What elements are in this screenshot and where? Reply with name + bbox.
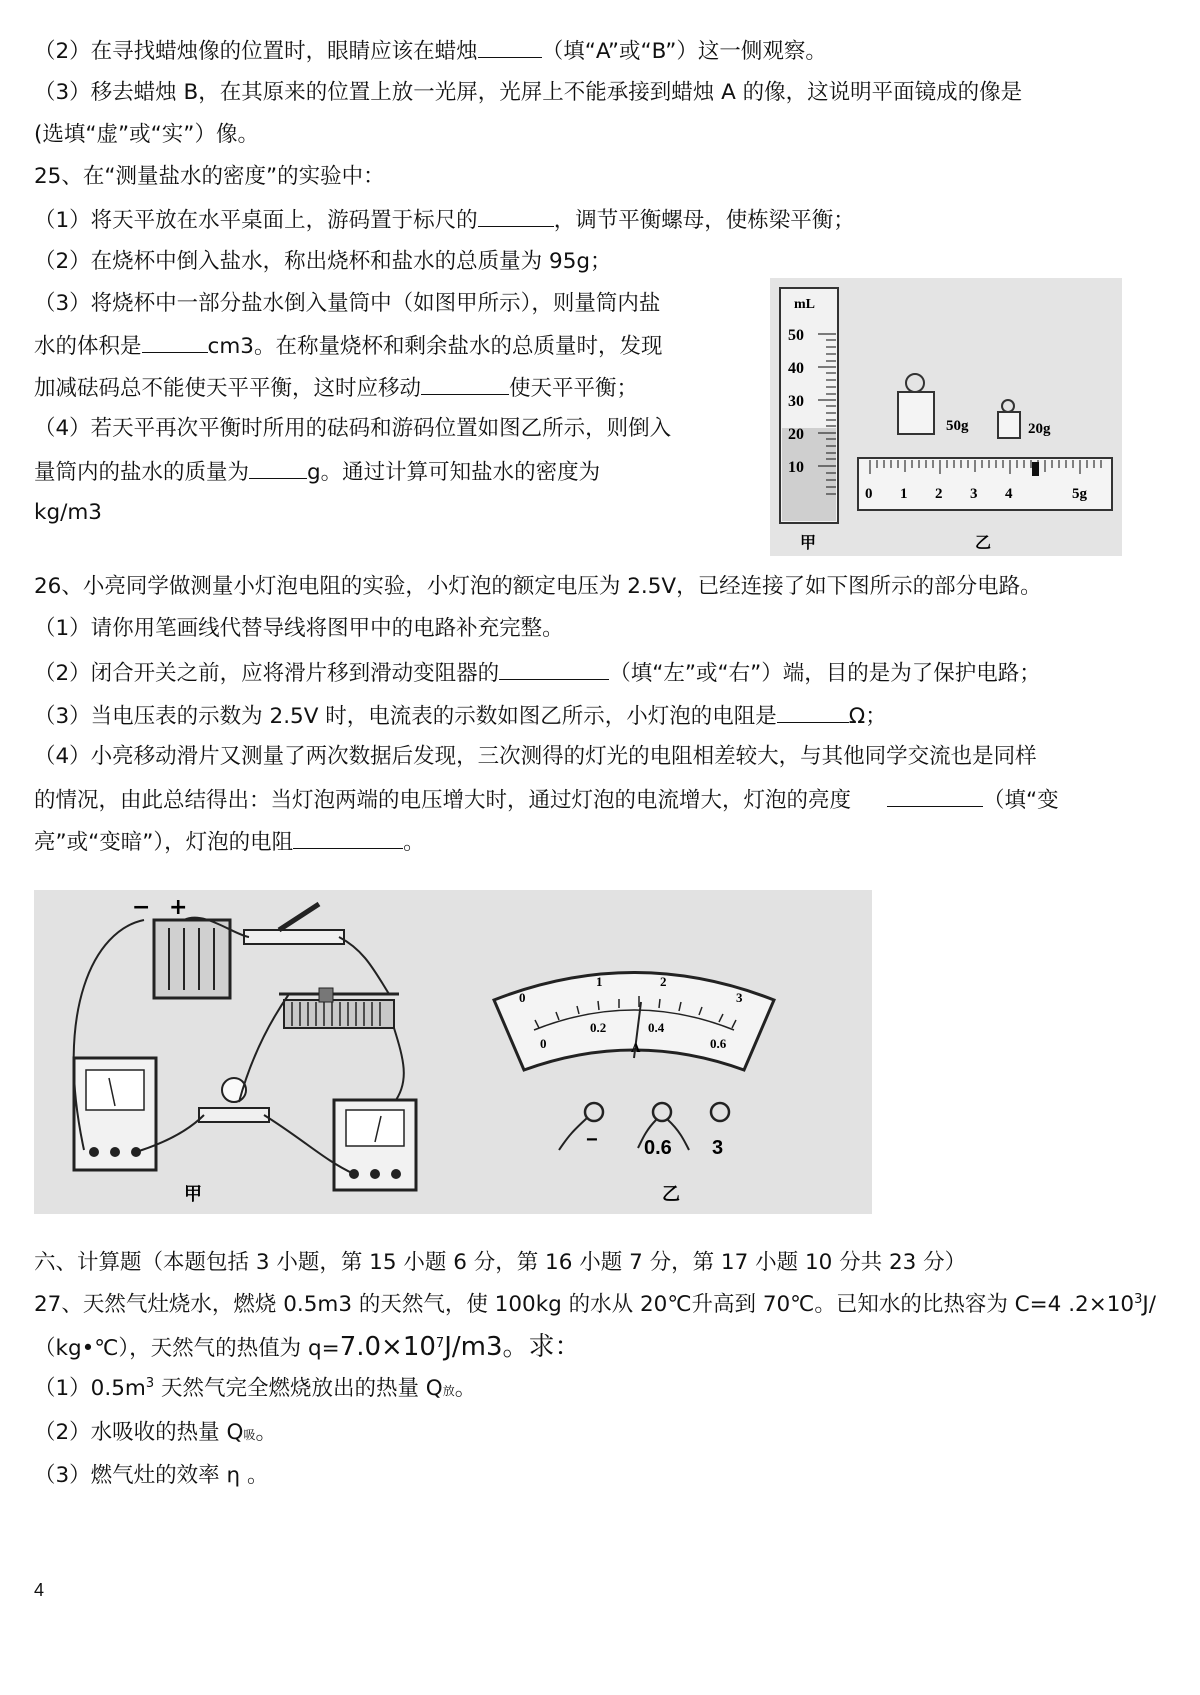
- weight-20g: [998, 412, 1020, 438]
- q24-part3-cont: (选填“虚”或“实”）像。: [34, 122, 259, 147]
- answer-blank[interactable]: [249, 456, 307, 479]
- cyl-tick-label: 30: [788, 393, 804, 410]
- terminal-label: −: [586, 1129, 598, 1151]
- terminal: [89, 1147, 99, 1157]
- cyl-tick-label: 40: [788, 360, 804, 377]
- answer-blank[interactable]: [499, 657, 609, 680]
- cylinder-unit: mL: [794, 297, 815, 312]
- answer-blank[interactable]: [777, 700, 849, 723]
- section6-title: 六、计算题（本题包括 3 小题，第 15 小题 6 分，第 16 小题 7 分，第 17 小题 10 分共 23 分）: [34, 1250, 967, 1275]
- answer-blank[interactable]: [478, 204, 554, 227]
- q26-part2: （2）闭合开关之前，应将滑片移到滑动变阻器的 （填“左”或“右”）端，目的是为了保护电路；: [34, 657, 1041, 689]
- q26-part4b: 的情况，由此总结得出：当灯泡两端的电压增大时，通过灯泡的电流增大，灯泡的亮度 （填“变: [34, 784, 1059, 816]
- answer-blank[interactable]: [421, 372, 509, 395]
- dial-bottom-label: 0.4: [648, 1020, 665, 1035]
- answer-blank[interactable]: [887, 784, 983, 807]
- answer-blank[interactable]: [293, 826, 403, 849]
- page-number: 4: [34, 1580, 45, 1600]
- dial-bottom-label: 0.2: [590, 1020, 607, 1035]
- figure-cylinder-balance: [770, 278, 1122, 556]
- cyl-tick-label: 10: [788, 459, 804, 476]
- figure-circuit-svg: [34, 890, 872, 1214]
- q24-part3: （3）移去蜡烛 B，在其原来的位置上放一光屏，光屏上不能承接到蜡烛 A 的像，这说明平面镜成的像是: [34, 80, 1023, 105]
- terminal: [110, 1147, 120, 1157]
- q27-line1: 27、天然气灶烧水，燃烧 0.5m3 的天然气，使 100kg 的水从 20℃升高到 70℃。已知水的比热容为 C=4 $.2\times 10^3J/$: [34, 1291, 1156, 1317]
- weight-50g: [898, 392, 934, 434]
- scale-label: 5g: [1072, 486, 1087, 502]
- switch-base: [244, 930, 344, 944]
- terminal-label: 0.6: [644, 1137, 672, 1159]
- label-jia: 甲: [184, 1184, 202, 1205]
- dial-top-label: 0: [519, 990, 526, 1005]
- q26-title: 26、小亮同学做测量小灯泡电阻的实验，小灯泡的额定电压为 2.5V，已经连接了如下图所示的部分电路。: [34, 574, 1042, 599]
- dial-top-label: 3: [736, 990, 743, 1005]
- dial-top-label: 1: [596, 974, 603, 989]
- terminal: [370, 1169, 380, 1179]
- scale-label: 3: [970, 486, 978, 502]
- q27-part2: （2）水吸收的热量 Q吸。: [34, 1420, 277, 1445]
- figure-cylinder-balance-svg: [770, 278, 1122, 556]
- q27-part1: $(1)0.5m^3$ 天然气完全燃烧放出的热量 Q放。: [34, 1375, 477, 1401]
- battery-minus: −: [132, 895, 151, 920]
- scale-label: 0: [865, 486, 873, 502]
- scale-label: 2: [935, 486, 943, 502]
- q25-part3a: （3）将烧杯中一部分盐水倒入量筒中（如图甲所示），则量筒内盐: [34, 291, 661, 316]
- q26-part4a: （4）小亮移动滑片又测量了两次数据后发现，三次测得的灯光的电阻相差较大，与其他同学交流也是同样: [34, 744, 1037, 769]
- rheostat-slider: [319, 988, 333, 1002]
- q26-part4c: 亮”或“变暗”），灯泡的电阻 。: [34, 826, 425, 858]
- weight-20g-label: 20g: [1028, 421, 1051, 437]
- q25-part3b: 水的体积是 cm3。在称量烧杯和剩余盐水的总质量时，发现: [34, 330, 662, 362]
- q25-part3c: 加减砝码总不能使天平平衡，这时应移动 使天平平衡；: [34, 372, 638, 404]
- rider: [1032, 462, 1039, 476]
- terminal: [391, 1169, 401, 1179]
- figure-circuit-ammeter: [34, 890, 872, 1214]
- terminal-label: 3: [712, 1137, 724, 1159]
- answer-blank[interactable]: [142, 330, 208, 353]
- q25-title: 25、在“测量盐水的密度”的实验中：: [34, 164, 385, 189]
- battery: [154, 920, 230, 998]
- q25-part4a: （4）若天平再次平衡时所用的砝码和游码位置如图乙所示，则倒入: [34, 416, 672, 441]
- bulb-base: [199, 1108, 269, 1122]
- q25-part2: （2）在烧杯中倒入盐水，称出烧杯和盐水的总质量为 95g；: [34, 249, 612, 274]
- dial-bottom-label: 0.6: [710, 1036, 727, 1051]
- label-jia: 甲: [800, 533, 817, 552]
- cyl-tick-label: 50: [788, 327, 804, 344]
- weight-50g-label: 50g: [946, 418, 969, 434]
- label-yi: 乙: [975, 533, 992, 552]
- q24-part2: （2）在寻找蜡烛像的位置时，眼睛应该在蜡烛 （填“A”或“B”）这一侧观察。: [34, 35, 827, 67]
- label-yi: 乙: [662, 1184, 680, 1205]
- q25-part4c: kg/m3: [34, 500, 102, 525]
- q27-line2: （kg•℃），天然气的热值为 $q=7.0\times 10^7J/m3$。求：: [34, 1332, 581, 1362]
- q26-part3: （3）当电压表的示数为 2.5V 时，电流表的示数如图乙所示，小灯泡的电阻是 Ω；: [34, 700, 887, 732]
- q25-part4b: 量筒内的盐水的质量为 g。通过计算可知盐水的密度为: [34, 456, 600, 488]
- scale-label: 1: [900, 486, 908, 502]
- dial-top-label: 2: [660, 974, 667, 989]
- q27-part3: （3）燃气灶的效率 η 。: [34, 1463, 269, 1488]
- dial-unit: A: [631, 1040, 641, 1055]
- answer-blank[interactable]: [478, 35, 542, 58]
- cyl-tick-label: 20: [788, 426, 804, 443]
- dial-bottom-label: 0: [540, 1036, 547, 1051]
- rider-scale: [858, 458, 1112, 510]
- q26-part1: （1）请你用笔画线代替导线将图甲中的电路补充完整。: [34, 616, 564, 641]
- battery-plus: +: [169, 895, 188, 920]
- scale-label: 4: [1005, 486, 1013, 502]
- q25-part1: （1）将天平放在水平桌面上，游码置于标尺的 ，调节平衡螺母，使栋梁平衡；: [34, 204, 855, 236]
